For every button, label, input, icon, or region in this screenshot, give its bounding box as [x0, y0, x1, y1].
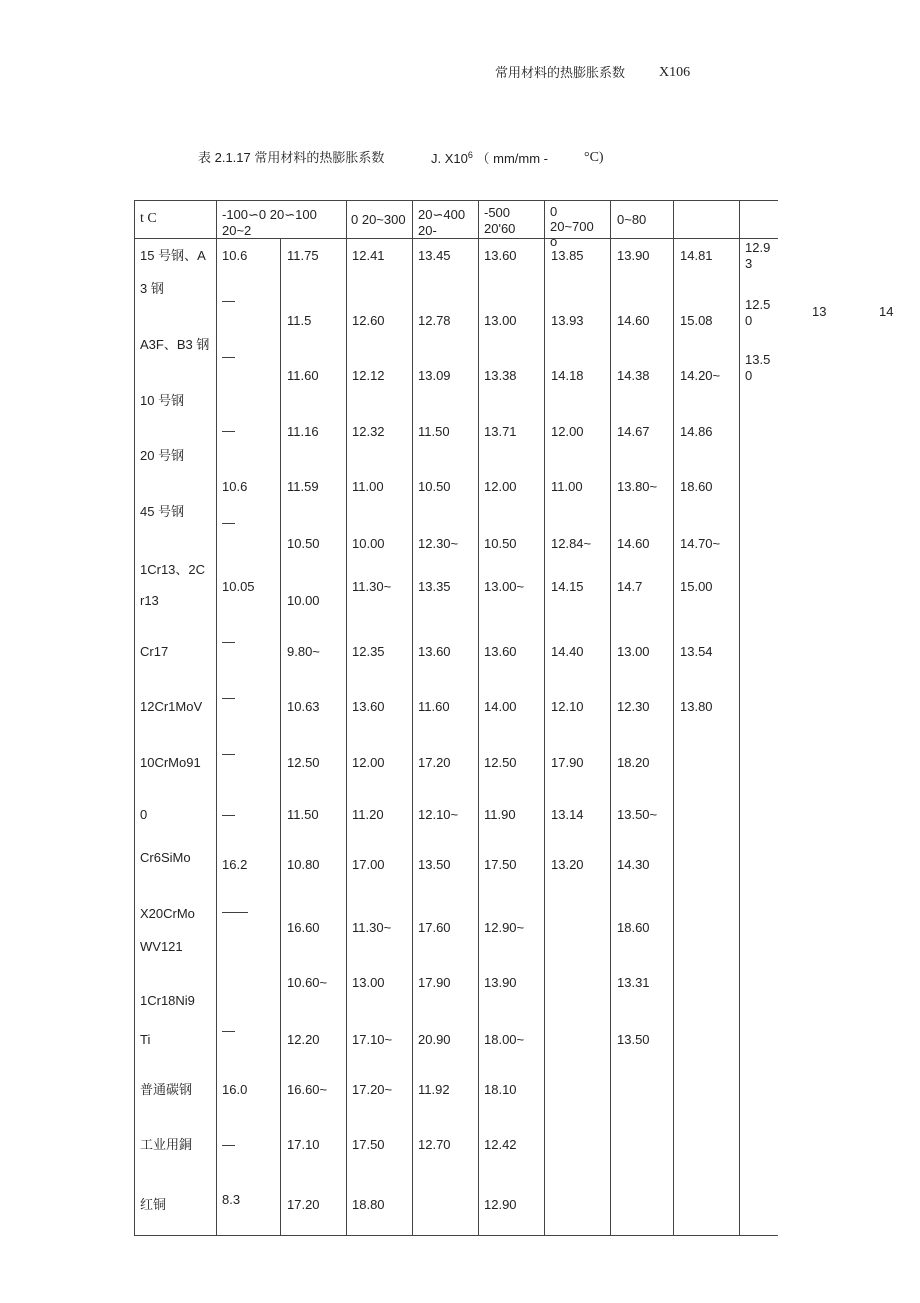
table-cell: 13.00	[484, 313, 517, 328]
column-header: 20∽400 20-	[418, 207, 466, 238]
table-cell: 8.3	[222, 1192, 241, 1207]
material-name: 1Cr18Ni9	[140, 993, 195, 1008]
material-name: 45 号钢	[140, 504, 185, 519]
table-cell: 16.60	[287, 920, 320, 935]
table-cell: 13.60	[418, 644, 451, 659]
table-cell: 14.86	[680, 424, 713, 439]
table-cell: 12.30	[617, 699, 650, 714]
table-cell: 11.30~	[352, 579, 392, 594]
table-cell: 12.5	[745, 297, 771, 312]
table-cell: 12.35	[352, 644, 385, 659]
table-cell: 12.20	[287, 1032, 320, 1047]
table-cell: 14.67	[617, 424, 650, 439]
table-cell: 12.12	[352, 368, 385, 383]
table-cell: 12.90	[484, 1197, 517, 1212]
table-cell: 3	[745, 256, 753, 271]
table-cell: 10.63	[287, 699, 320, 714]
table-cell: 13.71	[484, 424, 517, 439]
table-cell: 11.00	[352, 479, 384, 494]
table-cell: —	[222, 634, 235, 649]
table-cell: 16.0	[222, 1082, 248, 1097]
material-name: 红铜	[140, 1197, 167, 1212]
material-name: 1Cr13、2C	[140, 562, 206, 577]
table-cell: 13.00	[617, 644, 650, 659]
table-top-rule	[134, 200, 778, 201]
caption-table-number: 表 2.1.17	[198, 150, 251, 165]
table-cell: 12.42	[484, 1137, 517, 1152]
table-cell: 12.50	[287, 755, 320, 770]
table-cell: 10.00	[352, 536, 385, 551]
table-bottom-rule	[134, 1235, 778, 1236]
table-cell: 18.60	[617, 920, 650, 935]
table-cell: 13.50~	[617, 807, 658, 822]
table-cell: 17.10~	[352, 1032, 393, 1047]
table-cell: 18.20	[617, 755, 650, 770]
material-name: WV121	[140, 939, 183, 954]
table-cell: 11.75	[287, 248, 319, 263]
table-rule-2	[280, 238, 281, 1236]
corner-header: t C	[140, 211, 157, 226]
table-rule-4	[412, 200, 413, 1236]
material-name: X20CrMo	[140, 906, 195, 921]
material-name: 12Cr1MoV	[140, 699, 203, 714]
table-cell: 12.00	[551, 424, 584, 439]
table-caption	[198, 151, 384, 164]
table-cell: 12.70	[418, 1137, 451, 1152]
table-cell-overflow: 13	[812, 304, 827, 319]
table-cell: 13.45	[418, 248, 451, 263]
table-cell: 13.93	[551, 313, 584, 328]
table-cell: 17.20	[418, 755, 451, 770]
material-name: 工业用銅	[140, 1137, 193, 1152]
table-cell: 18.00~	[484, 1032, 525, 1047]
table-cell: 13.00~	[484, 579, 525, 594]
table-cell: 14.18	[551, 368, 584, 383]
table-cell: 11.60	[287, 368, 319, 383]
table-cell: 13.09	[418, 368, 451, 383]
table-cell: —	[222, 515, 235, 530]
caption-unit-exponent: 6	[467, 150, 473, 160]
table-cell: 13.20	[551, 857, 584, 872]
table-cell: 10.80	[287, 857, 320, 872]
material-name: Ti	[140, 1032, 151, 1047]
table-cell: —	[222, 690, 235, 705]
table-cell: 18.10	[484, 1082, 517, 1097]
column-header: 0~80	[617, 212, 647, 227]
table-cell: 17.20~	[352, 1082, 393, 1097]
table-cell: 12.10	[551, 699, 584, 714]
table-cell: 13.54	[680, 644, 713, 659]
table-cell: 10.00	[287, 593, 320, 608]
table-cell: ——	[222, 904, 248, 919]
table-cell: 11.00	[551, 479, 583, 494]
table-cell: 11.16	[287, 424, 319, 439]
table-cell: 0	[745, 313, 753, 328]
table-cell: 14.15	[551, 579, 584, 594]
caption-unit-end: °C)	[584, 150, 604, 165]
table-cell: 12.78	[418, 313, 451, 328]
table-cell: 10.50	[287, 536, 320, 551]
table-cell: 15.08	[680, 313, 713, 328]
caption-unit-prefix: J. X10	[431, 151, 468, 166]
table-cell: 9.80~	[287, 644, 320, 659]
table-cell: 17.00	[352, 857, 385, 872]
table-cell: 18.60	[680, 479, 713, 494]
table-cell: 12.50	[484, 755, 517, 770]
table-cell: 10.50	[418, 479, 451, 494]
table-rule-8	[673, 200, 674, 1236]
table-cell: —	[222, 746, 235, 761]
running-header-suffix: X106	[659, 65, 691, 80]
table-cell: 20.90	[418, 1032, 451, 1047]
table-cell: 14.30	[617, 857, 650, 872]
running-header-title: 常用材料的热膨胀系数	[495, 65, 626, 80]
table-cell: —	[222, 1023, 235, 1038]
table-cell: 12.90~	[484, 920, 525, 935]
table-cell: 17.50	[352, 1137, 385, 1152]
material-name: A3F、B3 钢	[140, 337, 210, 352]
material-name: Cr17	[140, 644, 169, 659]
table-cell: 14.60	[617, 313, 650, 328]
table-cell: 11.50	[287, 807, 319, 822]
table-cell: 17.90	[551, 755, 584, 770]
table-cell: 13.60	[352, 699, 385, 714]
table-cell: 10.50	[484, 536, 517, 551]
table-cell: —	[222, 423, 235, 438]
table-cell: 11.90	[484, 807, 516, 822]
table-cell: 13.80~	[617, 479, 658, 494]
table-cell: 10.05	[222, 579, 255, 594]
table-cell: 12.10~	[418, 807, 459, 822]
table-cell: 12.84~	[551, 536, 592, 551]
table-cell: 14.00	[484, 699, 517, 714]
table-cell: 11.5	[287, 313, 312, 328]
table-cell: —	[222, 807, 235, 822]
table-cell: 18.80	[352, 1197, 385, 1212]
table-cell: 12.32	[352, 424, 385, 439]
column-header: -100∽0 20∽100 20~2	[222, 207, 317, 238]
table-rule-left	[134, 200, 135, 1236]
table-cell: 17.50	[484, 857, 517, 872]
column-header: -500 20'60	[484, 205, 516, 236]
table-cell: 13.38	[484, 368, 517, 383]
table-cell: 11.60	[418, 699, 450, 714]
table-cell: 13.60	[484, 248, 517, 263]
column-header: 0 20~700 o	[550, 204, 594, 249]
table-cell: 16.2	[222, 857, 248, 872]
material-name: r13	[140, 593, 159, 608]
material-name: 3 钢	[140, 281, 164, 296]
table-cell: 12.9	[745, 240, 771, 255]
column-header: 0 20~300	[351, 212, 406, 227]
table-cell: 13.35	[418, 579, 451, 594]
material-name: 普通碳钢	[140, 1082, 193, 1097]
table-cell: —	[222, 293, 235, 308]
table-cell-overflow: 14	[879, 304, 894, 319]
table-rule-9	[739, 200, 740, 1236]
table-cell: 14.81	[680, 248, 713, 263]
table-cell: 13.31	[617, 975, 650, 990]
table-cell: 13.5	[745, 352, 771, 367]
table-cell: 14.38	[617, 368, 650, 383]
material-name: 10CrMo91	[140, 755, 201, 770]
caption-unit-middle: （ mm/mm -	[476, 151, 548, 166]
table-rule-6	[544, 200, 545, 1236]
table-rule-3	[346, 200, 347, 1236]
table-cell: 10.6	[222, 479, 248, 494]
table-rule-5	[478, 200, 479, 1236]
table-cell: —	[222, 349, 235, 364]
table-cell: 12.00	[352, 755, 385, 770]
material-name: 10 号钢	[140, 393, 185, 408]
material-name: 20 号钢	[140, 448, 185, 463]
table-cell: 17.90	[418, 975, 451, 990]
table-cell: 12.30~	[418, 536, 459, 551]
material-name: 15 号钢、A	[140, 248, 206, 263]
table-cell: 14.70~	[680, 536, 721, 551]
table-cell: 11.59	[287, 479, 319, 494]
column-header-clip	[549, 201, 609, 249]
table-cell: 16.60~	[287, 1082, 328, 1097]
table-cell: 11.30~	[352, 920, 392, 935]
table-cell: 15.00	[680, 579, 713, 594]
table-cell: 13.80	[680, 699, 713, 714]
table-cell: 17.20	[287, 1197, 320, 1212]
table-cell: 12.00	[484, 479, 517, 494]
caption-unit	[431, 151, 548, 165]
table-cell: 14.40	[551, 644, 584, 659]
table-cell: 13.50	[418, 857, 451, 872]
table-cell: —	[222, 1137, 235, 1152]
material-name: Cr6SiMo	[140, 850, 191, 865]
table-cell: 10.60~	[287, 975, 328, 990]
table-cell: 11.50	[418, 424, 450, 439]
table-cell: 14.60	[617, 536, 650, 551]
table-cell: 13.60	[484, 644, 517, 659]
table-cell: 14.20~	[680, 368, 721, 383]
table-cell: 12.60	[352, 313, 385, 328]
material-name: 0	[140, 807, 148, 822]
table-cell: 13.85	[551, 248, 584, 263]
table-rule-7	[610, 200, 611, 1236]
table-cell: 13.00	[352, 975, 385, 990]
table-cell: 13.14	[551, 807, 584, 822]
table-cell: 11.20	[352, 807, 384, 822]
table-cell: 11.92	[418, 1082, 450, 1097]
table-cell: 10.6	[222, 248, 248, 263]
caption-title: 常用材料的热膨胀系数	[254, 150, 385, 165]
table-cell: 17.10	[287, 1137, 320, 1152]
table-cell: 14.7	[617, 579, 643, 594]
table-cell: 0	[745, 368, 753, 383]
table-cell: 13.90	[617, 248, 650, 263]
table-cell: 17.60	[418, 920, 451, 935]
table-cell: 12.41	[352, 248, 385, 263]
table-cell: 13.90	[484, 975, 517, 990]
table-rule-1	[216, 200, 217, 1236]
table-cell: 13.50	[617, 1032, 650, 1047]
